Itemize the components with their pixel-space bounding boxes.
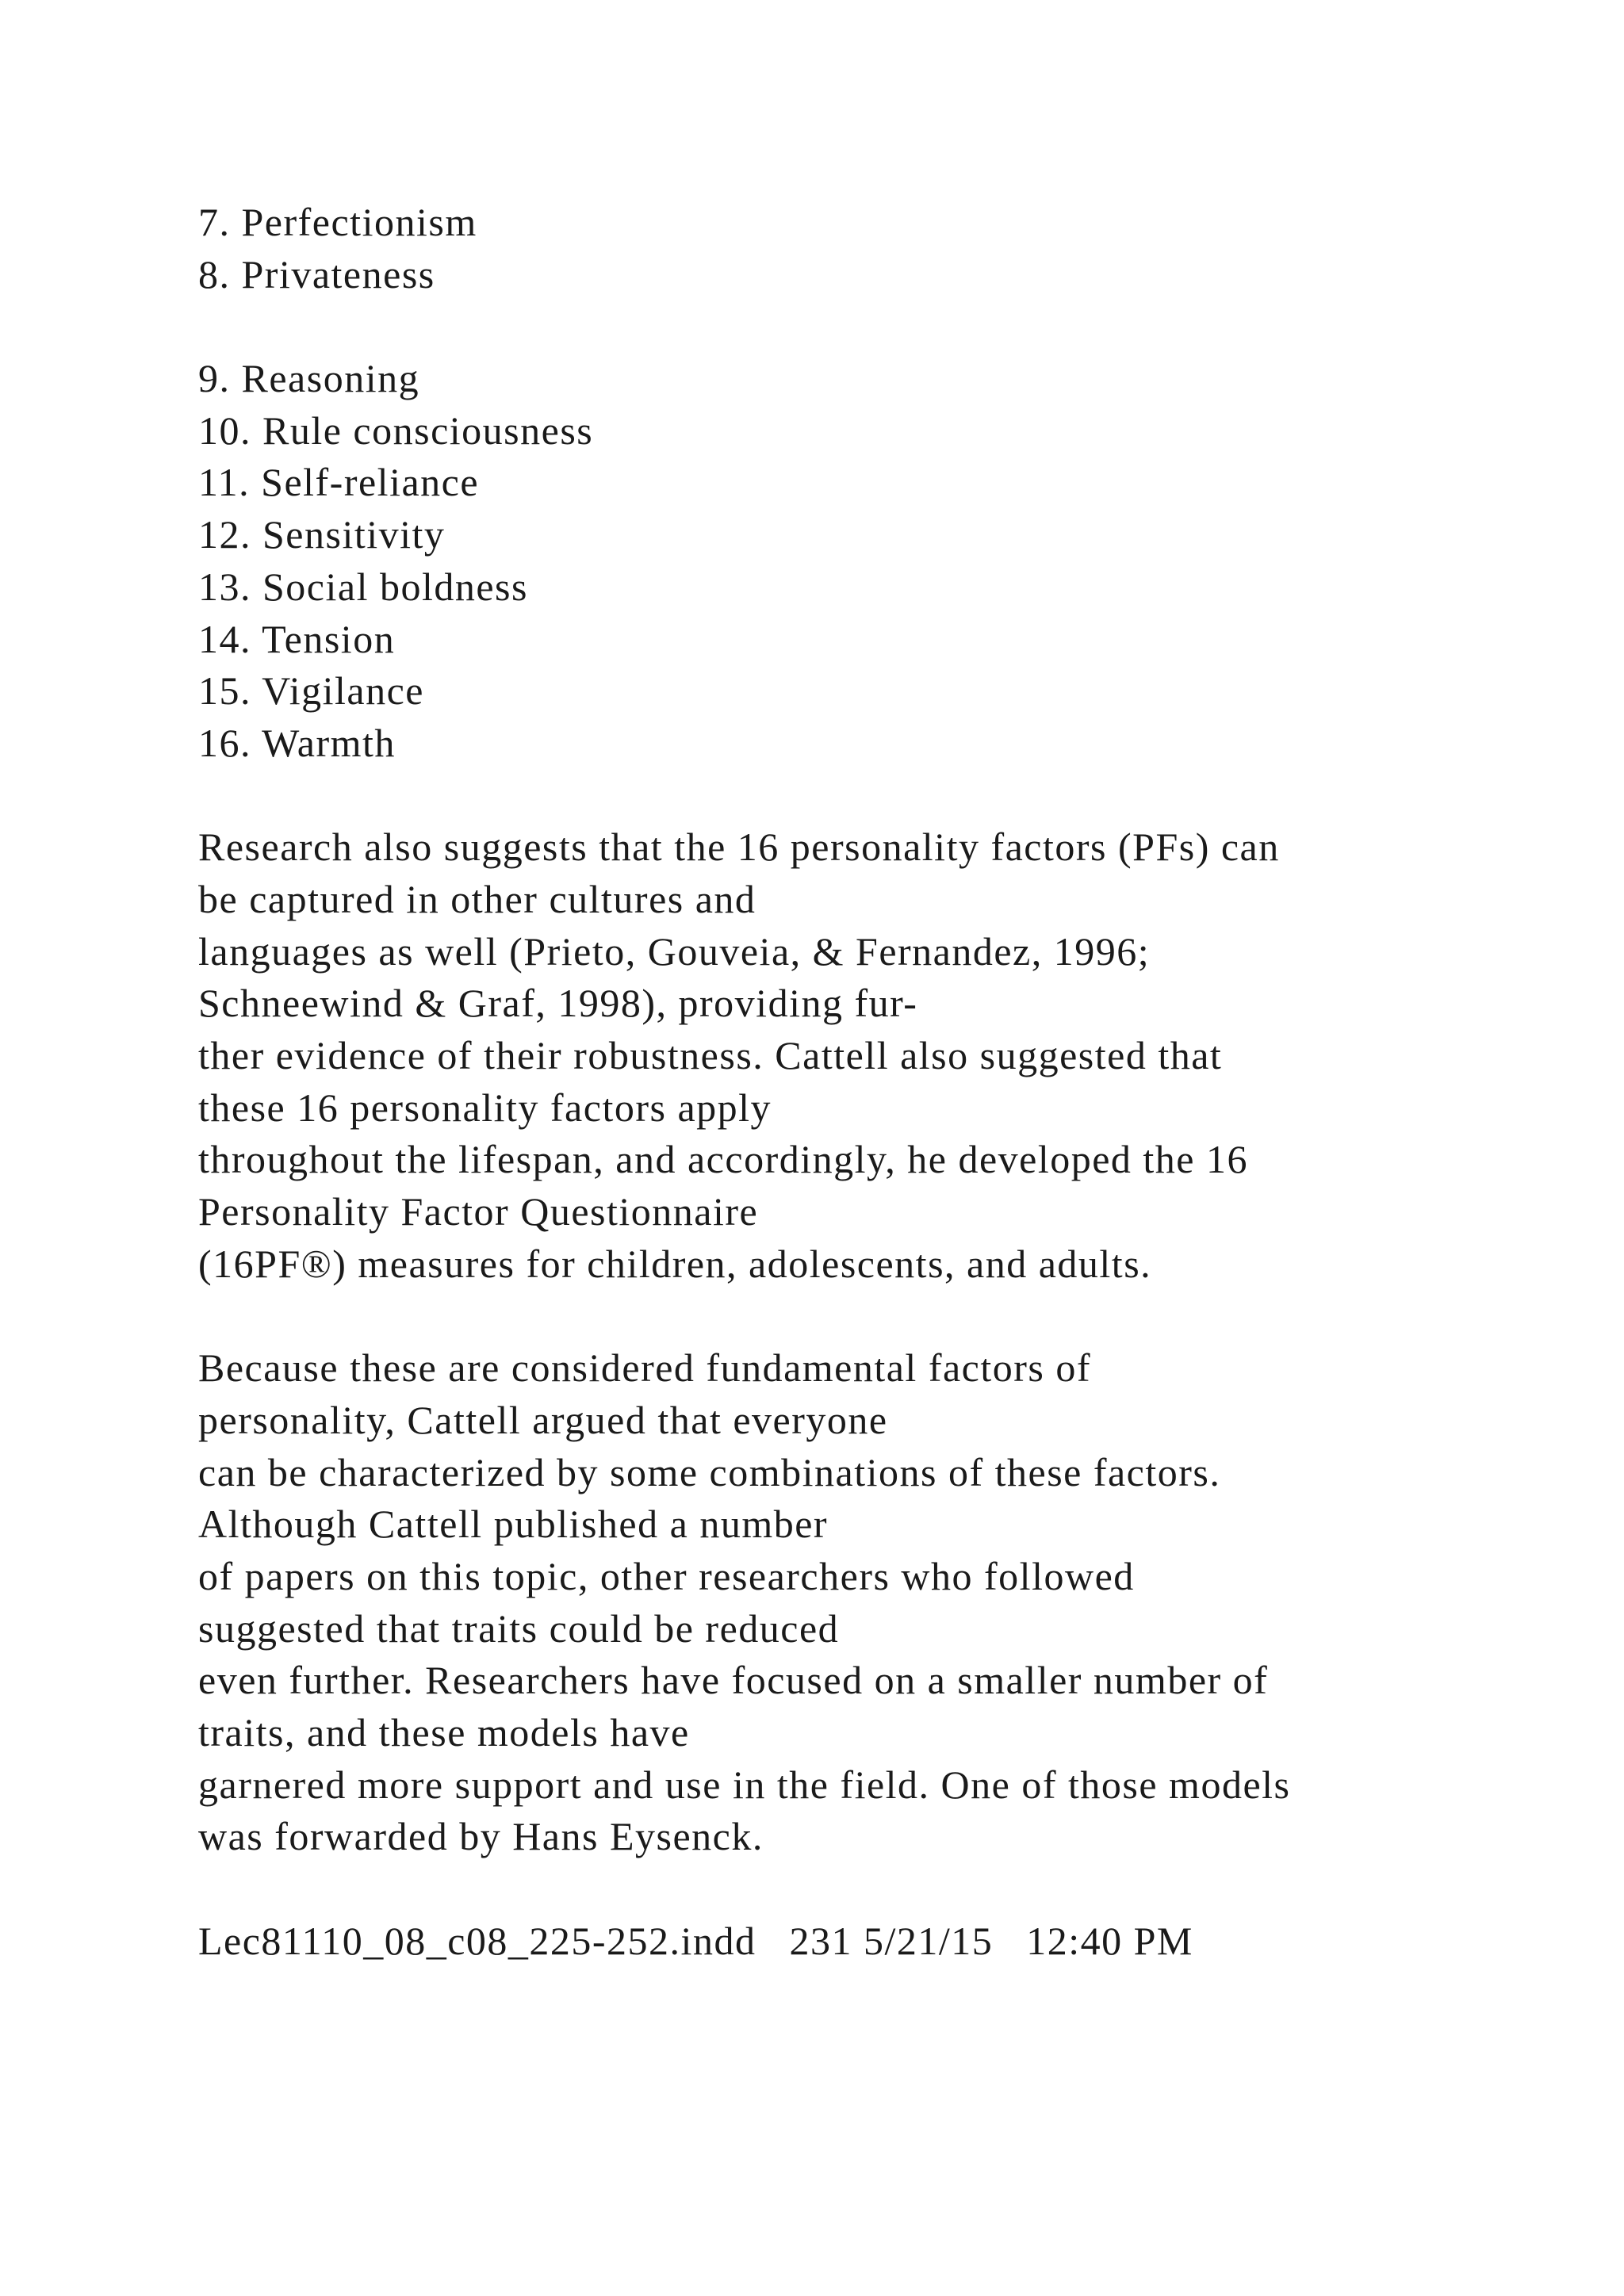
text-line: traits, and these models have [198,1709,690,1755]
text-line: personality, Cattell argued that everyone [198,1397,888,1442]
document-content [198,197,1546,1967]
text-line: suggested that traits could be reduced [198,1605,840,1651]
blank-line [198,1863,1546,1915]
blank-line [198,1290,1546,1342]
text-line: (16PF®) measures for children, adolescents, and adults. [198,1241,1152,1286]
text-line: Although Cattell published a number [198,1502,829,1547]
paragraph-cattell [198,1342,1546,1863]
file-info-footer: Lec81110_08_c08_225-252.indd 231 5/21/15 12:40 PM [198,1918,1193,1963]
trait-list-part-1 [198,197,1546,300]
text-line: throughout the lifespan, and accordingly, he developed the 16 [198,1137,1248,1182]
text-line: of papers on this topic, other researchers who followed [198,1553,1135,1598]
blank-line [198,300,1546,353]
list-item: 13. Social boldness [198,564,528,609]
text-line: be captured in other cultures and [198,876,756,921]
text-line: languages as well (Prieto, Gouveia, & Fernandez, 1996; [198,928,1151,974]
list-item: 8. Privateness [198,251,435,297]
text-line: even further. Researchers have focused on a smaller number of [198,1658,1269,1703]
text-line: Personality Factor Questionnaire [198,1189,759,1234]
list-item: 7. Perfectionism [198,200,477,244]
text-line: garnered more support and use in the field. One of those models [198,1762,1291,1807]
trait-list-part-2 [198,353,1546,770]
paragraph-research [198,821,1546,1290]
text-line: ther evidence of their robustness. Cattell also suggested that [198,1033,1223,1077]
list-item: 10. Rule consciousness [198,408,594,453]
list-item: 15. Vigilance [198,668,424,714]
text-line: Because these are considered fundamental factors of [198,1345,1092,1391]
list-item: 9. Reasoning [198,356,420,401]
text-line: was forwarded by Hans Eysenck. [198,1814,764,1859]
text-line: Schneewind & Graf, 1998), providing fur- [198,981,918,1026]
list-item: 16. Warmth [198,720,396,765]
blank-line [198,770,1546,822]
list-item: 11. Self-reliance [198,460,480,505]
list-item: 12. Sensitivity [198,512,446,557]
text-line: these 16 personality factors apply [198,1085,772,1130]
text-line: Research also suggests that the 16 personality factors (PFs) can [198,825,1280,870]
list-item: 14. Tension [198,616,396,661]
text-line: can be characterized by some combinations of these factors. [198,1449,1221,1494]
